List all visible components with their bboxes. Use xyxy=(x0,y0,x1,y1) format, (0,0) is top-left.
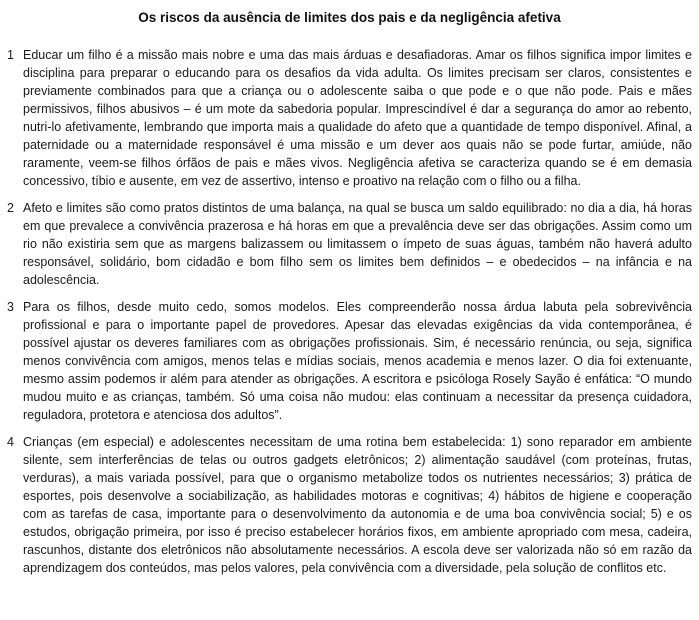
paragraph-text: Crianças (em especial) e adolescentes necessitam de uma rotina bem estabelecida: 1) sono reparador em ambiente silente, sem interferências de telas ou outros gadgets eletrônicos; 2) alimentação saudável (com proteínas, frutas, verduras), a mais variada possível, para que o organismo metabolize todos os nutrientes necessários; 3) prática de esportes, pois desenvolve a sociabilização, as habilidades motoras e cognitivas; 4) hábitos de higiene e cooperação com as tarefas de casa, importante para o desenvolvimento da autonomia e de uma boa convivência social; 5) e os estudos, obrigação primeira, por isso é preciso estabelecer horários fixos, em ambiente apropriado com mesa, cadeira, rascunhos, distante dos eletrônicos não absolutamente necessários. A escola deve ser valorizada não só em razão da aprendizagem dos conteúdos, mas pelos valores, pela convivência com a diversidade, pela solução de conflitos etc. xyxy=(23,435,692,575)
paragraph-text: Afeto e limites são como pratos distintos de uma balança, na qual se busca um saldo equilibrado: no dia a dia, há horas em que prevalece a convivência prazerosa e há horas em que a prevalência deve ser das obrigações. Assim como um rio não existiria sem que as margens balizassem ou limitassem o ímpeto de suas águas, também não haverá adulto responsável, solidário, bom cidadão e bom filho sem os limites bem definidos – e obedecidos – na infância e na adolescência. xyxy=(23,201,692,287)
document-title: Os riscos da ausência de limites dos pais e da negligência afetiva xyxy=(138,10,561,25)
paragraph-text: Educar um filho é a missão mais nobre e uma das mais árduas e desafiadoras. Amar os filhos significa impor limites e disciplina para preparar o educando para os desafios da vida adulta. Os limites precisam ser claros, consistentes e previamente combinados para que a criança ou o adolescente saiba o que pode e o que não pode. Pais e mães permissivos, filhos abusivos – é um mote da sabedoria popular. Imprescindível é dar a segurança do amor ao rebento, nutri-lo afetivamente, lembrando que importa mais a qualidade do afeto que a quantidade de tempo disponível. Afinal, a paternidade ou a maternidade responsável é uma missão e um dever aos quais não se pode furtar, amiúde, não raramente, veem-se filhos órfãos de pais e mães vivos. Negligência afetiva se caracteriza quando se é em demasia concessivo, tíbio e ausente, em vez de assertivo, intenso e proativo na relação com o filho ou a filha. xyxy=(23,48,692,188)
paragraph-2 xyxy=(7,199,692,289)
paragraph-3 xyxy=(7,298,692,424)
paragraph-number: 2 xyxy=(7,201,14,215)
paragraph-number: 4 xyxy=(7,435,14,449)
paragraph-number: 3 xyxy=(7,300,14,314)
paragraph-4 xyxy=(7,433,692,577)
paragraph-number: 1 xyxy=(7,48,14,62)
paragraph-1 xyxy=(7,46,692,190)
paragraph-text: Para os filhos, desde muito cedo, somos modelos. Eles compreenderão nossa árdua labuta pela sobrevivência profissional e para o importante papel de provedores. Apesar das elevadas exigências da vida contemporânea, é possível ajustar os deveres familiares com as obrigações profissionais. Sim, é necessário renúncia, ou seja, significa menos convivência com amigos, menos telas e mídias sociais, menos academia e menos lazer. O dia foi extenuante, mesmo assim podemos ir além para atender as obrigações. A escritora e psicóloga Rosely Sayão é enfática: “O mundo mudou muito e as crianças, também. Só uma coisa não mudou: elas continuam a necessitar da presença cuidadora, reguladora, protetora e atenciosa dos adultos”. xyxy=(23,300,692,422)
